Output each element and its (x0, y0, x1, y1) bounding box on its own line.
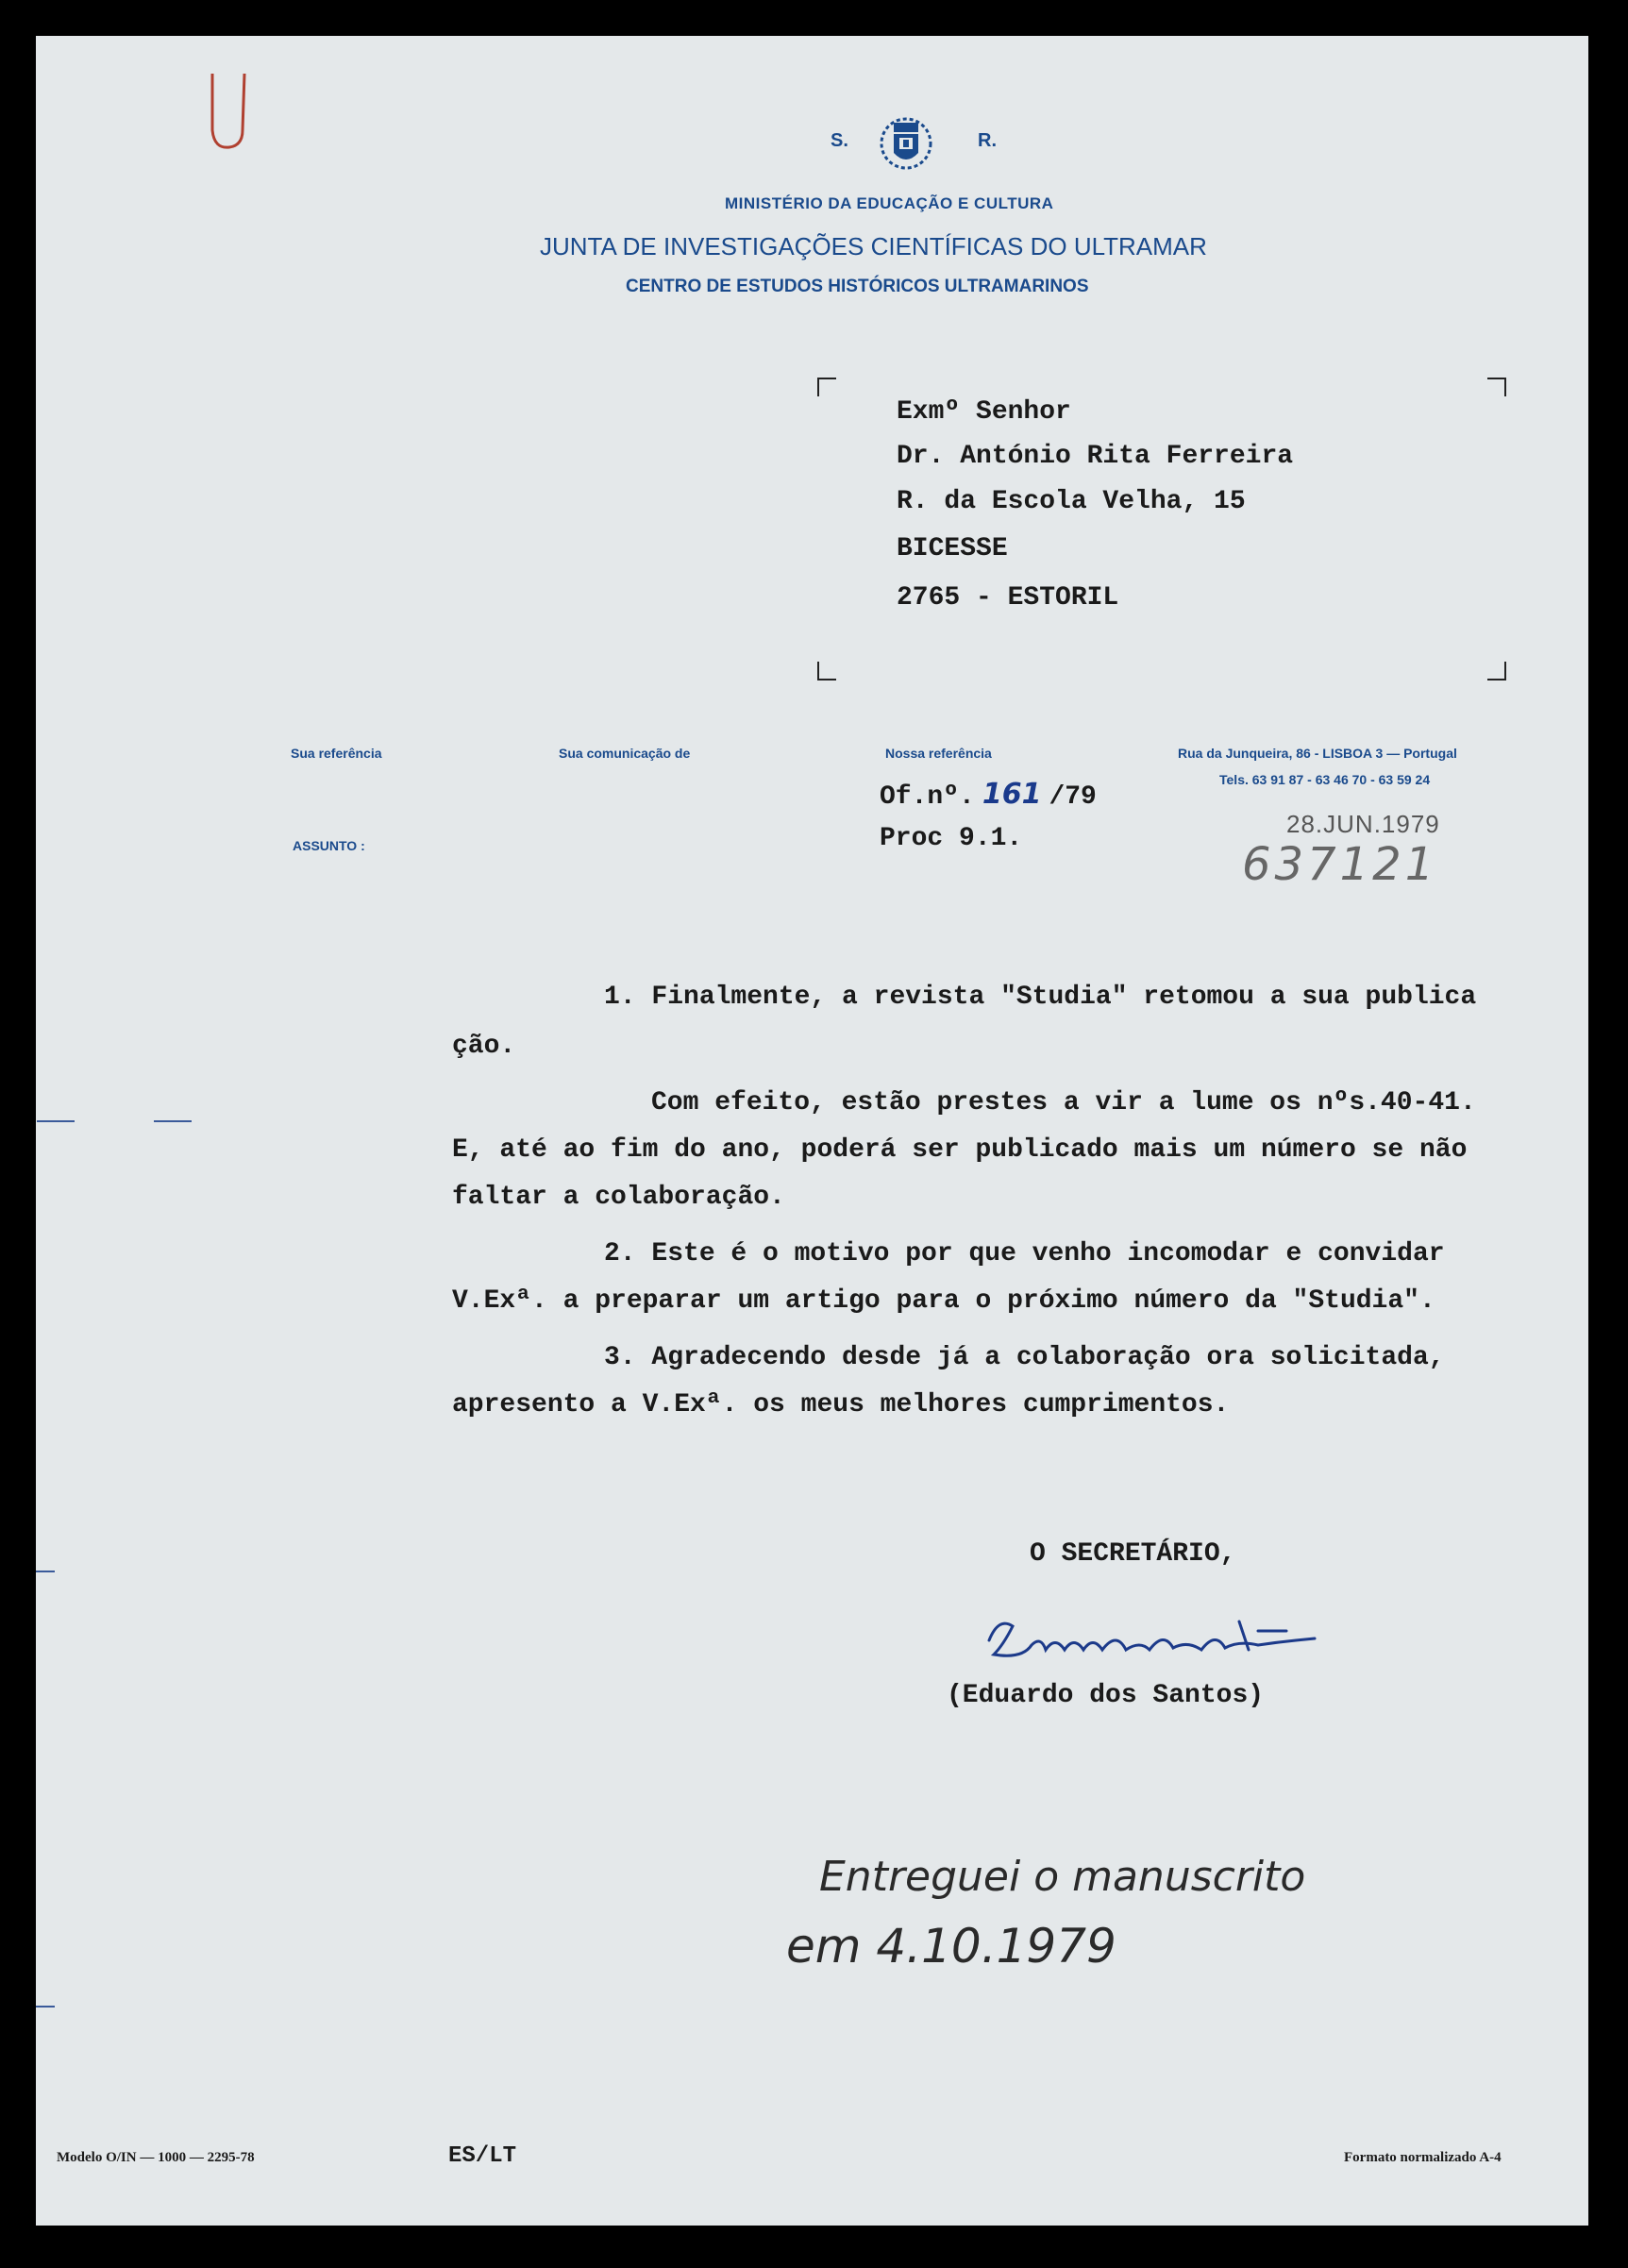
address-locality: BICESSE (897, 534, 1008, 563)
sender-phones: Tels. 63 91 87 - 63 46 70 - 63 59 24 (1219, 772, 1431, 787)
fold-mark-middle (154, 1120, 192, 1122)
paragraph-1-line-1: 1. Finalmente, a revista "Studia" retomou a sua publica (604, 983, 1477, 1012)
handwritten-signature-icon (975, 1603, 1371, 1678)
your-reference-label: Sua referência (291, 746, 382, 761)
coat-of-arms-icon (873, 109, 939, 177)
address-name: Dr. António Rita Ferreira (897, 442, 1294, 471)
date-stamp: 28.JUN.1979 (1286, 810, 1440, 838)
handwritten-note-line-1: Entreguei o manuscrito (819, 1853, 1306, 1901)
office-number-handwritten: 161 (982, 778, 1042, 811)
address-corner-tl (817, 378, 836, 396)
form-model-code: Modelo O/IN — 1000 — 2295-78 (57, 2150, 255, 2165)
letter-page (36, 36, 1588, 2226)
crest-left-letter: S. (831, 130, 848, 151)
fold-mark-lower (36, 2006, 55, 2008)
paragraph-4-line-1: 3. Agradecendo desde já a colaboração ora solicitada, (604, 1343, 1445, 1372)
office-number (880, 778, 1097, 812)
subject-label: ASSUNTO : (293, 838, 365, 853)
address-corner-tr (1487, 378, 1506, 396)
paragraph-2-line-1: Com efeito, estão prestes a vir a lume os nºs.40-41. (651, 1088, 1476, 1117)
ministry-heading: MINISTÉRIO DA EDUCAÇÃO E CULTURA (725, 194, 1054, 212)
paragraph-2-line-3: faltar a colaboração. (452, 1183, 785, 1212)
paragraph-4-line-2: apresento a V.Exª. os meus melhores cumprimentos. (452, 1390, 1230, 1420)
crest-right-letter: R. (978, 130, 997, 151)
paper-format: Formato normalizado A-4 (1344, 2150, 1502, 2165)
initials: ES/LT (448, 2143, 517, 2169)
your-communication-label: Sua comunicação de (559, 746, 691, 761)
organization-title: JUNTA DE INVESTIGAÇÕES CIENTÍFICAS DO ULTRAMAR (540, 232, 1207, 260)
office-number-prefix: Of.nº. (880, 782, 975, 812)
address-corner-bl (817, 662, 836, 680)
sender-address: Rua da Junqueira, 86 - LISBOA 3 — Portugal (1178, 746, 1457, 761)
center-subtitle: CENTRO DE ESTUDOS HISTÓRICOS ULTRAMARINOS (626, 277, 1089, 296)
address-street: R. da Escola Velha, 15 (897, 487, 1246, 516)
paragraph-1-line-2: ção. (452, 1032, 516, 1061)
paragraph-3-line-1: 2. Este é o motivo por que venho incomodar e convidar (604, 1239, 1445, 1268)
signatory-title: O SECRETÁRIO, (1030, 1539, 1236, 1569)
signatory-name: (Eduardo dos Santos) (947, 1681, 1265, 1710)
address-salutation: Exmº Senhor (897, 397, 1071, 427)
process-number: Proc 9.1. (880, 824, 1023, 853)
our-reference-label: Nossa referência (885, 746, 992, 761)
address-corner-br (1487, 662, 1506, 680)
fold-mark-top (37, 1120, 75, 1122)
fold-mark-bottom (36, 1571, 55, 1572)
stamp-number: 637121 (1242, 838, 1438, 891)
pencil-mark-icon (201, 64, 267, 168)
office-number-suffix: /79 (1049, 782, 1097, 812)
paragraph-2-line-2: E, até ao fim do ano, poderá ser publicado mais um número se não (452, 1135, 1468, 1165)
handwritten-note-line-2: em 4.10.1979 (786, 1919, 1116, 1974)
paragraph-3-line-2: V.Exª. a preparar um artigo para o próximo número da "Studia". (452, 1286, 1435, 1316)
address-postal: 2765 - ESTORIL (897, 583, 1119, 613)
